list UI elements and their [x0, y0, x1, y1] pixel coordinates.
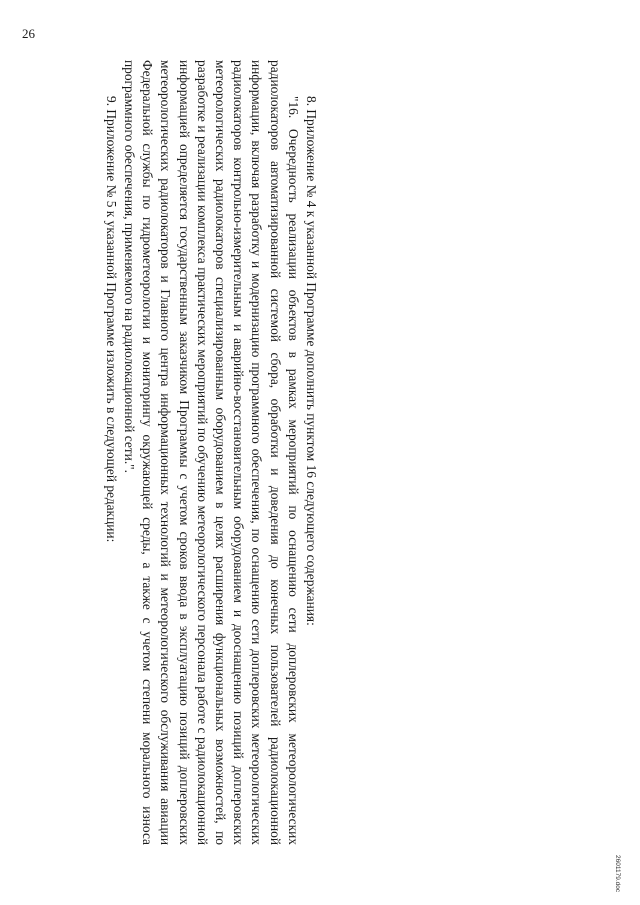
rotated-text-block — [75, 60, 320, 845]
page-number: 26 — [22, 26, 35, 41]
paragraph-item-8: 8. Приложение № 4 к указанной Программе дополнить пунктом 16 следующего содержания: — [304, 96, 319, 626]
document-file-id: 2601179.doc — [614, 855, 621, 893]
paragraph-point-16: "16. Очередность реализации объектов в рамках мероприятий по оснащению сети доплеровских метеорологических радиолокаторов автоматизированной системой сбора, обработки и доведения до конечных пользователей радиолокационной информации, включая разработку и модернизацию программного обеспечения, по оснащению сети доплеровских метеорологических радиолокаторов контрольно-измерительным и аварийно-восстановительным оборудованием и дооснащению позиций доплеровских метеорологических радиолокаторов специализированным оборудованием в целях расширения функциональных возможностей, по разработке и реализации комплекса практических мероприятий по обучению метеорологического персонала работе с радиолокационной информацией определяется государственным заказчиком Программы с учетом сроков ввода в эксплуатацию позиций доплеровских метеорологических радиолокаторов и Главного центра информационных технологий и метеорологического обслуживания авиации Федеральной службы по гидрометеорологии и мониторингу окружающей среды, а также с учетом степени морального износа программного обеспечения, применяемого на радиолокационной сети.". — [121, 60, 301, 845]
paragraph-item-9: 9. Приложение № 5 к указанной Программе изложить в следующей редакции: — [103, 96, 119, 543]
